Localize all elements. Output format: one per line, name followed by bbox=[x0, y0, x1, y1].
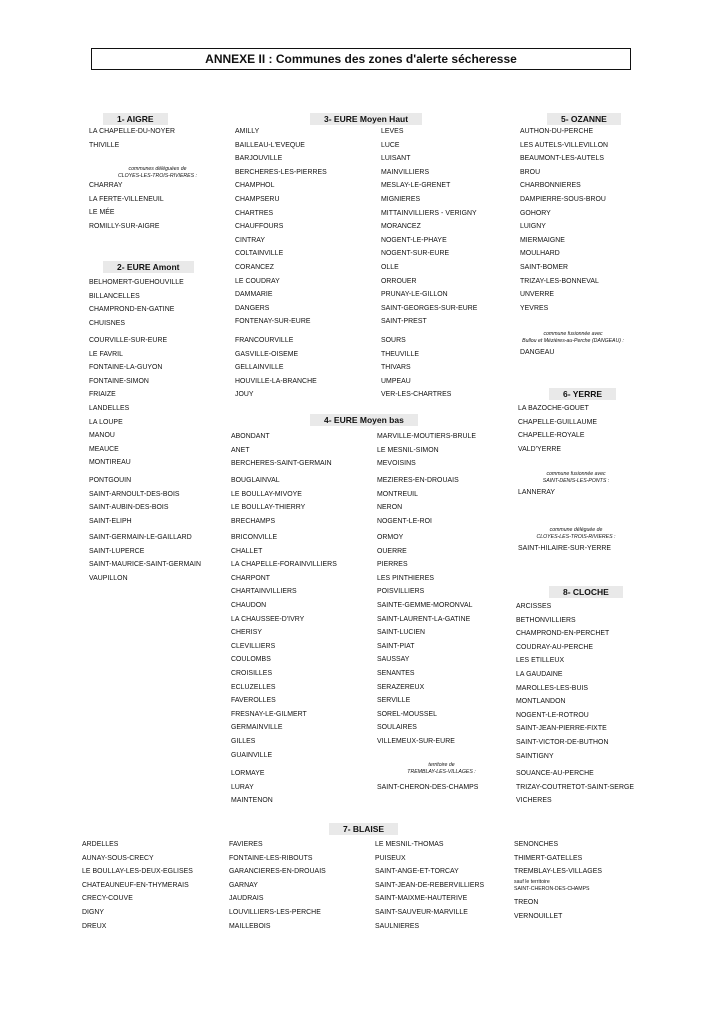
commune-item: BARJOUVILLE bbox=[235, 155, 283, 163]
commune-item: CLEVILLIERS bbox=[231, 642, 276, 650]
commune-item: DANGEAU bbox=[520, 349, 555, 356]
commune-item: SOURS bbox=[381, 337, 406, 344]
commune-item: CHERISY bbox=[231, 629, 262, 637]
ozanne-note: commune fusionnée avec Bullou et Mézières-au-Perche (DANGEAU) : bbox=[522, 331, 624, 344]
eure-amont-list-4 bbox=[89, 531, 201, 585]
commune-item: MARVILLE-MOUTIERS-BRULE bbox=[377, 433, 477, 440]
commune-item: LORMAYE bbox=[231, 770, 265, 777]
commune-item: BROU bbox=[520, 168, 541, 176]
commune-item: SOULAIRES bbox=[377, 724, 417, 732]
commune-item: ANET bbox=[231, 446, 250, 454]
commune-item: CROISILLES bbox=[231, 669, 273, 677]
commune-item: MAILLEBOIS bbox=[229, 922, 271, 930]
commune-item: BILLANCELLES bbox=[89, 292, 140, 300]
commune-item: MEZIERES-EN-DROUAIS bbox=[377, 477, 459, 484]
commune-item: THIVARS bbox=[381, 364, 411, 372]
commune-item: MONTLANDON bbox=[516, 698, 566, 706]
commune-item: VALD'YERRE bbox=[518, 445, 562, 453]
commune-item: LA FERTE-VILLENEUIL bbox=[89, 195, 164, 203]
commune-item: ECLUZELLES bbox=[231, 683, 276, 691]
commune-item: CHAMPROND-EN-GATINE bbox=[89, 306, 175, 314]
cloche-list-1 bbox=[516, 600, 609, 763]
commune-item: TRIZAY-COUTRETOT-SAINT-SERGE bbox=[516, 783, 635, 791]
commune-item: SERVILLE bbox=[377, 697, 411, 705]
eure-moyen-haut-col1b bbox=[235, 334, 317, 402]
commune-item: THIMERT-GATELLES bbox=[514, 854, 583, 862]
commune-item: TREMBLAY-LES-VILLAGES bbox=[514, 868, 602, 876]
commune-item: SAINT-HILAIRE-SUR-YERRE bbox=[518, 545, 612, 552]
eure-moyen-bas-col1c bbox=[231, 531, 337, 762]
commune-item: GARANCIERES-EN-DROUAIS bbox=[229, 868, 326, 876]
commune-item: BERCHERES-LES-PIERRES bbox=[235, 168, 327, 176]
commune-item: PUISEUX bbox=[375, 854, 406, 862]
commune-item: MIERMAIGNE bbox=[520, 236, 565, 244]
aigre-list-1 bbox=[89, 125, 175, 152]
commune-item: LES AUTELS-VILLEVILLON bbox=[520, 141, 609, 149]
commune-item: SAULNIERES bbox=[375, 922, 420, 930]
commune-item: FONTENAY-SUR-EURE bbox=[235, 318, 311, 326]
commune-item: GILLES bbox=[231, 737, 256, 745]
commune-item: GUAINVILLE bbox=[231, 751, 273, 759]
commune-item: HOUVILLE-LA-BRANCHE bbox=[235, 377, 317, 385]
commune-item: LEVES bbox=[381, 128, 404, 135]
commune-item: SAINT-SAUVEUR-MARVILLE bbox=[375, 908, 468, 916]
commune-item: CHARPONT bbox=[231, 574, 271, 582]
commune-item: MORANCEZ bbox=[381, 223, 421, 231]
commune-item: ROMILLY-SUR-AIGRE bbox=[89, 222, 160, 230]
commune-item: MAINVILLIERS bbox=[381, 168, 430, 176]
commune-item: CHARBONNIERES bbox=[520, 182, 581, 190]
commune-item: FRIAIZE bbox=[89, 391, 116, 399]
commune-item: NERON bbox=[377, 504, 403, 512]
commune-item: OLLE bbox=[381, 263, 399, 271]
commune-item: NOGENT-SUR-EURE bbox=[381, 250, 450, 258]
commune-item: VERNOUILLET bbox=[514, 912, 563, 920]
commune-item: CHARRAY bbox=[89, 182, 123, 189]
commune-item: FRANCOURVILLE bbox=[235, 337, 294, 344]
eure-moyen-bas-note: territoire de TREMBLAY-LES-VILLAGES : bbox=[407, 762, 476, 775]
commune-item: DREUX bbox=[82, 922, 107, 930]
commune-item: FONTAINE-SIMON bbox=[89, 377, 149, 385]
commune-item: SAINT-MAIXME-HAUTERIVE bbox=[375, 895, 468, 903]
commune-item: SENONCHES bbox=[514, 841, 559, 848]
blaise-col4b bbox=[514, 896, 562, 923]
commune-item: MONTREUIL bbox=[377, 490, 419, 498]
commune-item: BERCHERES-SAINT-GERMAIN bbox=[231, 460, 332, 468]
eure-moyen-bas-col2d bbox=[377, 781, 478, 795]
commune-item: SOUANCE-AU-PERCHE bbox=[516, 770, 594, 777]
yerre-note-1: commune fusionnée avec SAINT-DENIS-LES-PONTS : bbox=[542, 471, 610, 484]
commune-item: DANGERS bbox=[235, 304, 270, 312]
commune-item: LUISANT bbox=[381, 155, 411, 163]
zone-heading-blaise: 7- BLAISE bbox=[329, 824, 398, 834]
commune-item: GELLAINVILLE bbox=[235, 364, 284, 372]
commune-item: LE BOULLAY-THIERRY bbox=[231, 504, 306, 512]
commune-item: CHALLET bbox=[231, 547, 263, 555]
commune-item: LURAY bbox=[231, 783, 254, 791]
commune-item: VICHERES bbox=[516, 797, 552, 805]
eure-moyen-haut-col2a bbox=[381, 125, 477, 329]
commune-item: LUIGNY bbox=[520, 223, 546, 231]
commune-item: GARNAY bbox=[229, 881, 258, 889]
commune-item: LA CHAPELLE-DU-NOYER bbox=[89, 128, 176, 135]
commune-item: SAUSSAY bbox=[377, 656, 410, 664]
eure-moyen-bas-col1a bbox=[231, 430, 332, 471]
commune-item: THIVILLE bbox=[89, 141, 120, 149]
commune-item: CORANCEZ bbox=[235, 263, 275, 271]
blaise-note: sauf le territoire SAINT-CHERON-DES-CHAMPS bbox=[514, 879, 590, 892]
commune-item: SAINT-CHERON-DES-CHAMPS bbox=[377, 784, 479, 791]
commune-item: FAVEROLLES bbox=[231, 697, 276, 705]
eure-amont-list-2 bbox=[89, 334, 167, 470]
commune-item: JOUY bbox=[235, 391, 254, 399]
commune-item: FONTAINE-LA-GUYON bbox=[89, 364, 163, 372]
commune-item: LE BOULLAY-LES-DEUX-EGLISES bbox=[82, 868, 193, 876]
commune-item: LE COUDRAY bbox=[235, 277, 280, 285]
commune-item: MAROLLES-LES-BUIS bbox=[516, 684, 589, 692]
commune-item: MEAUCE bbox=[89, 445, 119, 453]
commune-item: NOGENT-LE-ROI bbox=[377, 517, 433, 525]
commune-item: DAMMARIE bbox=[235, 291, 273, 299]
commune-item: LA LOUPE bbox=[89, 418, 123, 426]
commune-item: CHAUDON bbox=[231, 601, 267, 609]
yerre-note-2: commune déléguée de CLOYES-LES-TROIS-RIVIERES : bbox=[536, 527, 616, 540]
commune-item: MONTIREAU bbox=[89, 459, 131, 467]
commune-item: SAINTE-GEMME-MORONVAL bbox=[377, 601, 473, 609]
blaise-col4a bbox=[514, 838, 602, 879]
commune-item: SAINT-GERMAIN-LE-GAILLARD bbox=[89, 534, 192, 541]
commune-item: DIGNY bbox=[82, 908, 105, 916]
yerre-list-3 bbox=[518, 542, 611, 556]
commune-item: BELHOMERT-GUEHOUVILLE bbox=[89, 279, 184, 286]
commune-item: CRECY-COUVE bbox=[82, 895, 133, 903]
commune-item: LA CHAPELLE-FORAINVILLIERS bbox=[231, 561, 337, 569]
commune-item: CHAMPHOL bbox=[235, 182, 275, 190]
commune-item: BOUGLAINVAL bbox=[231, 477, 280, 484]
commune-item: SAINT-LUPERCE bbox=[89, 547, 145, 555]
commune-item: ORROUER bbox=[381, 277, 417, 285]
blaise-col3 bbox=[375, 838, 484, 933]
commune-item: SENANTES bbox=[377, 669, 415, 677]
eure-amont-list-1 bbox=[89, 276, 184, 330]
commune-item: VAUPILLON bbox=[89, 574, 128, 582]
commune-item: AUTHON-DU-PERCHE bbox=[520, 128, 594, 135]
commune-item: SAINT-JEAN-DE-REBERVILLIERS bbox=[375, 881, 485, 889]
commune-item: NOGENT-LE-ROTROU bbox=[516, 711, 589, 719]
commune-item: CHAPELLE-ROYALE bbox=[518, 432, 585, 440]
eure-moyen-bas-col1b bbox=[231, 474, 305, 528]
zone-heading-eure-moyen-bas: 4- EURE Moyen bas bbox=[310, 415, 418, 425]
commune-item: BETHONVILLIERS bbox=[516, 616, 576, 624]
commune-item: OUERRE bbox=[377, 547, 407, 555]
commune-item: SOREL-MOUSSEL bbox=[377, 710, 438, 718]
commune-item: LA GAUDAINE bbox=[516, 670, 563, 678]
zone-heading-eure-amont: 2- EURE Amont bbox=[103, 262, 194, 272]
commune-item: SAINT-JEAN-PIERRE-FIXTE bbox=[516, 725, 607, 733]
yerre-list-1 bbox=[518, 402, 597, 456]
commune-item: LE FAVRIL bbox=[89, 350, 124, 358]
commune-item: SAINT-PIAT bbox=[377, 642, 415, 650]
commune-item: CHAPELLE-GUILLAUME bbox=[518, 418, 598, 426]
commune-item: COUDRAY-AU-PERCHE bbox=[516, 643, 594, 651]
zone-heading-ozanne: 5- OZANNE bbox=[547, 114, 621, 124]
commune-item: BRECHAMPS bbox=[231, 517, 276, 525]
commune-item: SAINT-VICTOR-DE-BUTHON bbox=[516, 738, 609, 746]
commune-item: LES ETILLEUX bbox=[516, 657, 565, 665]
eure-moyen-bas-col2b bbox=[377, 474, 459, 528]
commune-item: UMPEAU bbox=[381, 377, 411, 385]
commune-item: SAINTIGNY bbox=[516, 752, 554, 760]
commune-item: LUCE bbox=[381, 141, 400, 149]
ozanne-list-2 bbox=[520, 346, 554, 360]
commune-item: CHUISNES bbox=[89, 319, 126, 327]
aigre-list-2 bbox=[89, 179, 164, 233]
commune-item: MIGNIERES bbox=[381, 195, 421, 203]
commune-item: SAINT-MAURICE-SAINT-GERMAIN bbox=[89, 561, 201, 569]
commune-item: LA CHAUSSEE-D'IVRY bbox=[231, 615, 305, 623]
commune-item: FAVIERES bbox=[229, 841, 263, 848]
commune-item: CHAMPSERU bbox=[235, 195, 280, 203]
commune-item: VILLEMEUX-SUR-EURE bbox=[377, 737, 455, 745]
eure-moyen-bas-col2c bbox=[377, 531, 472, 749]
eure-moyen-haut-col2b bbox=[381, 334, 451, 402]
commune-item: TRIZAY-LES-BONNEVAL bbox=[520, 277, 599, 285]
commune-item: SAINT-PREST bbox=[381, 318, 427, 326]
commune-item: CHAUFFOURS bbox=[235, 223, 284, 231]
commune-item: ABONDANT bbox=[231, 433, 270, 440]
commune-item: SERAZEREUX bbox=[377, 683, 425, 691]
eure-moyen-bas-col2a bbox=[377, 430, 476, 471]
commune-item: UNVERRE bbox=[520, 291, 555, 299]
commune-item: VER-LES-CHARTRES bbox=[381, 391, 452, 399]
commune-item: MESLAY-LE-GRENET bbox=[381, 182, 451, 190]
commune-item: SAINT-ANGE-ET-TORCAY bbox=[375, 868, 459, 876]
commune-item: CHARTRES bbox=[235, 209, 274, 217]
commune-item: THEUVILLE bbox=[381, 350, 419, 358]
ozanne-list-1 bbox=[520, 125, 608, 315]
commune-item: SAINT-AUBIN-DES-BOIS bbox=[89, 504, 169, 512]
commune-item: GERMAINVILLE bbox=[231, 724, 283, 732]
commune-item: BAILLEAU-L'EVEQUE bbox=[235, 141, 305, 149]
commune-item: BRICONVILLE bbox=[231, 534, 278, 541]
commune-item: ARCISSES bbox=[516, 603, 552, 610]
commune-item: CHAMPROND-EN-PERCHET bbox=[516, 630, 610, 638]
commune-item: LA BAZOCHE-GOUET bbox=[518, 405, 589, 412]
commune-item: LANNERAY bbox=[518, 489, 556, 496]
commune-item: CHATEAUNEUF-EN-THYMERAIS bbox=[82, 881, 189, 889]
commune-item: JAUDRAIS bbox=[229, 895, 264, 903]
commune-item: FRESNAY-LE-GILMERT bbox=[231, 710, 307, 718]
commune-item: LE MESNIL-SIMON bbox=[377, 446, 439, 454]
commune-item: SAINT-BOMER bbox=[520, 263, 569, 271]
commune-item: LE BOULLAY-MIVOYE bbox=[231, 490, 302, 498]
commune-item: SAINT-GEORGES-SUR-EURE bbox=[381, 304, 478, 312]
commune-item: MOULHARD bbox=[520, 250, 560, 258]
eure-moyen-haut-col1a bbox=[235, 125, 327, 329]
commune-item: CINTRAY bbox=[235, 236, 266, 244]
commune-item: GASVILLE-OISEME bbox=[235, 350, 299, 358]
blaise-col1 bbox=[82, 838, 193, 933]
commune-item: MANOU bbox=[89, 432, 115, 440]
commune-item: FONTAINE-LES-RIBOUTS bbox=[229, 854, 313, 862]
zone-heading-yerre: 6- YERRE bbox=[549, 389, 616, 399]
blaise-col2 bbox=[229, 838, 326, 933]
commune-item: YEVRES bbox=[520, 304, 549, 312]
aigre-note: communes déléguées de CLOYES-LES-TROIS-RIVIERES : bbox=[118, 166, 197, 179]
commune-item: MITTAINVILLIERS - VERIGNY bbox=[381, 209, 477, 217]
commune-item: PRUNAY-LE-GILLON bbox=[381, 291, 448, 299]
commune-item: AMILLY bbox=[235, 128, 260, 135]
commune-item: AUNAY-SOUS-CRECY bbox=[82, 854, 154, 862]
commune-item: LOUVILLIERS-LES-PERCHE bbox=[229, 908, 321, 916]
commune-item: POISVILLIERS bbox=[377, 588, 425, 596]
commune-item: LANDELLES bbox=[89, 404, 130, 412]
page-title: ANNEXE II : Communes des zones d'alerte sécheresse bbox=[91, 48, 631, 70]
commune-item: PIERRES bbox=[377, 561, 408, 569]
commune-item: GOHORY bbox=[520, 209, 551, 217]
commune-item: PONTGOUIN bbox=[89, 477, 132, 484]
commune-item: ARDELLES bbox=[82, 841, 119, 848]
commune-item: SAINT-LUCIEN bbox=[377, 629, 426, 637]
commune-item: COLTAINVILLE bbox=[235, 250, 284, 258]
commune-item: TREON bbox=[514, 899, 539, 906]
eure-amont-list-3 bbox=[89, 474, 180, 528]
commune-item: SAINT-ARNOULT-DES-BOIS bbox=[89, 490, 180, 498]
commune-item: SAINT-ELIPH bbox=[89, 517, 132, 525]
commune-item: LES PINTHIERES bbox=[377, 574, 434, 582]
commune-item: NOGENT-LE-PHAYE bbox=[381, 236, 447, 244]
commune-item: BEAUMONT-LES-AUTELS bbox=[520, 155, 605, 163]
zone-heading-aigre: 1- AIGRE bbox=[103, 114, 168, 124]
commune-item: SAINT-LAURENT-LA-GATINE bbox=[377, 615, 471, 623]
yerre-list-2 bbox=[518, 486, 555, 500]
commune-item: MEVOISINS bbox=[377, 460, 416, 468]
zone-heading-cloche: 8- CLOCHE bbox=[549, 587, 623, 597]
commune-item: COURVILLE-SUR-EURE bbox=[89, 337, 168, 344]
zone-heading-eure-moyen-haut: 3- EURE Moyen Haut bbox=[310, 114, 422, 124]
cloche-list-2 bbox=[516, 767, 634, 808]
eure-moyen-bas-col1d bbox=[231, 767, 273, 808]
commune-item: LE MÉE bbox=[89, 209, 115, 217]
commune-item: LE MESNIL-THOMAS bbox=[375, 841, 444, 848]
commune-item: COULOMBS bbox=[231, 656, 271, 664]
commune-item: MAINTENON bbox=[231, 797, 273, 805]
commune-item: ORMOY bbox=[377, 534, 404, 541]
commune-item: CHARTAINVILLIERS bbox=[231, 588, 297, 596]
commune-item: DAMPIERRE-SOUS-BROU bbox=[520, 195, 606, 203]
